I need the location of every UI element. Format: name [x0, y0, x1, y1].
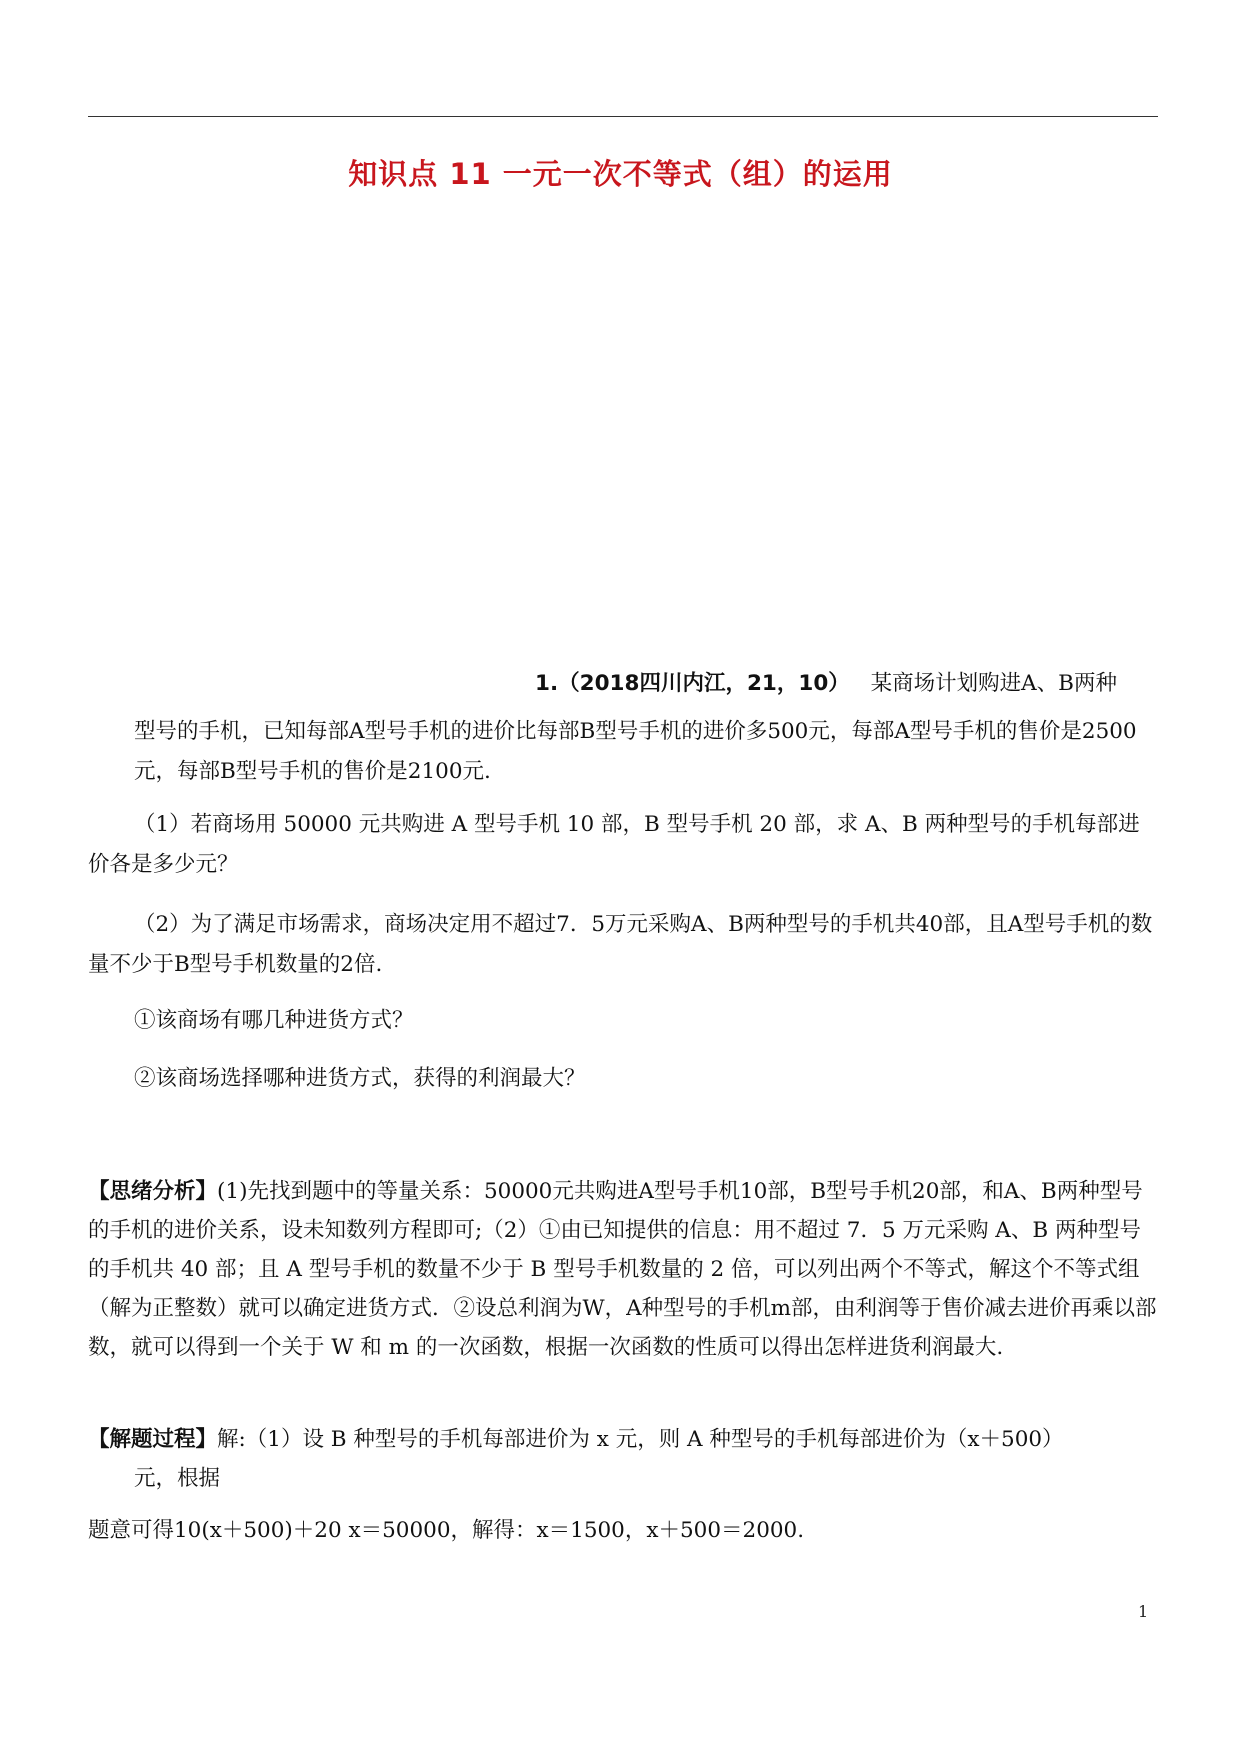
analysis-section [88, 1172, 1158, 1367]
question-intro: 型号的手机，已知每部A型号手机的进价比每部B型号手机的进价多500元，每部A型号手机的售价是2500元，每部B型号手机的售价是2100元. [134, 719, 1137, 784]
header-rule [88, 116, 1158, 117]
solution-line-1 [88, 1420, 1158, 1459]
question-part-2: （2）为了满足市场需求，商场决定用不超过7．5万元采购A、B两种型号的手机共40部，且A型号手机的数量不少于B型号手机数量的2倍. [88, 912, 1153, 977]
analysis-text: (1)先找到题中的等量关系：50000元共购进A型号手机10部，B型号手机20部，和A、B两种型号的手机的进价关系，设未知数列方程即可;（2）①由已知提供的信息：用不超过 7．5 万元采购 A、B 两种型号的手机共 40 部；且 A 型号手机的数量不少于 B 型号手机数量的 2 倍，可以列出两个不等式，解这个不等式组（解为正整数）就可以确定进货方式．②设总利润为W，A种型号的手机m部，由利润等于售价减去进价再乘以部数，就可以得到一个关于 W 和 m 的一次函数，根据一次函数的性质可以得出怎样进货利润最大. [88, 1179, 1157, 1360]
solution-line-2: 元，根据 [134, 1466, 221, 1491]
page-number: 1 [1138, 1602, 1149, 1621]
question-source: 1.（2018四川内江，21，10） [535, 671, 850, 696]
solution-equation: 题意可得10(x＋500)＋20 x＝50000，解得：x＝1500，x＋500＝2000. [88, 1518, 805, 1543]
analysis-label: 【思绪分析】 [88, 1179, 218, 1204]
question-sub-2: ②该商场选择哪种进货方式，获得的利润最大？ [134, 1066, 586, 1091]
question-part-1: （1）若商场用 50000 元共购进 A 型号手机 10 部，B 型号手机 20 部，求 A、B 两种型号的手机每部进价各是多少元？ [88, 812, 1140, 877]
question-header [535, 666, 1155, 697]
question-sub-1: ①该商场有哪几种进货方式？ [134, 1008, 414, 1033]
page-title: 知识点 11 一元一次不等式（组）的运用 [348, 157, 893, 191]
solution-text-1: 解:（1）设 B 种型号的手机每部进价为 x 元，则 A 种型号的手机每部进价为（x＋500） [217, 1427, 1064, 1452]
solution-section [88, 1420, 1158, 1498]
question-intro-start: 某商场计划购进A、B两种 [870, 671, 1117, 696]
solution-label: 【解题过程】 [88, 1427, 218, 1452]
